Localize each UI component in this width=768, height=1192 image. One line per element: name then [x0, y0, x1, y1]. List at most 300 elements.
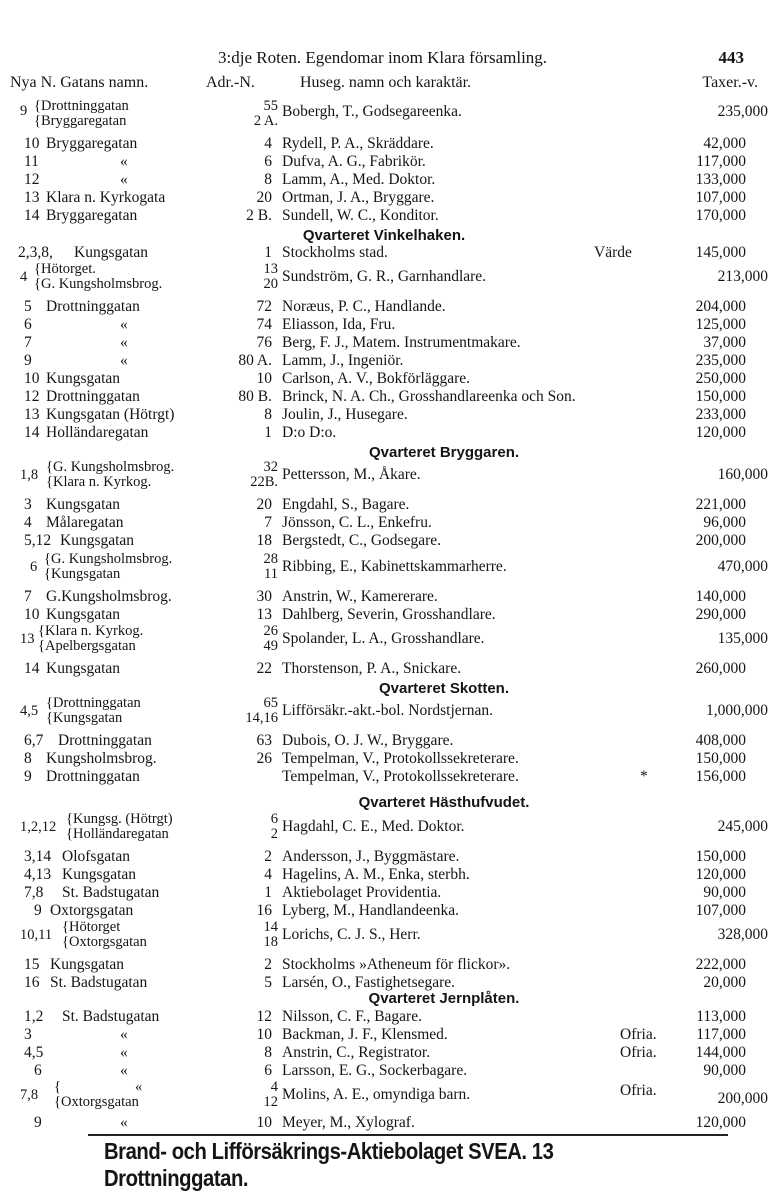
- tax-value: 90,000: [703, 1062, 746, 1079]
- owner-name: Stockholms »Atheneum för flickor».: [282, 956, 511, 973]
- table-row: [0, 334, 768, 352]
- address-number: 7: [264, 514, 272, 531]
- footer-rule: [88, 1134, 728, 1136]
- owner-name: Dahlberg, Severin, Grosshandlare.: [282, 606, 496, 623]
- street-name-line2: {Oxtorgsgatan: [62, 934, 147, 950]
- table-row: [0, 1114, 768, 1132]
- address-number: 63: [256, 732, 272, 749]
- owner-name: Sundell, W. C., Konditor.: [282, 207, 439, 224]
- address-number: 8: [264, 406, 272, 423]
- brace-entry: [20, 262, 768, 294]
- owner-name: Ribbing, E., Kabinettskammarherre.: [282, 558, 507, 575]
- street-name-line1: {Klara n. Kyrkog.: [38, 623, 144, 639]
- street-name: Bryggaregatan: [46, 207, 138, 224]
- owner-name: Spolander, L. A., Grosshandlare.: [282, 630, 485, 647]
- street-name: Klara n. Kyrkogata: [46, 189, 166, 206]
- street-name: Olofsgatan: [62, 848, 131, 865]
- owner-name: Tempelman, V., Protokollssekreterare.: [282, 768, 519, 785]
- property-number: 14: [24, 207, 40, 224]
- street-name: Hötorget.: [40, 261, 96, 277]
- address-number: 80 B.: [238, 388, 272, 405]
- street-name: Klara n. Kyrkog.: [52, 474, 152, 490]
- tax-value: 117,000: [696, 153, 746, 170]
- street-name-line2: {Kungsgatan: [44, 566, 121, 582]
- tax-value: 470,000: [717, 558, 768, 575]
- block-heading: Qvarteret Vinkelhaken.: [302, 227, 466, 244]
- page-number: 443: [718, 48, 744, 67]
- table-row: [0, 768, 768, 786]
- table-row: [0, 189, 768, 207]
- street-name: «: [134, 1079, 143, 1095]
- owner-name: Lorichs, C. J. S., Herr.: [282, 926, 421, 943]
- tax-value: 107,000: [695, 902, 746, 919]
- street-name-line2: {Holländaregatan: [66, 826, 169, 842]
- table-row: [0, 244, 768, 262]
- owner-name: Tempelman, V., Protokollssekreterare.: [282, 750, 519, 767]
- street-name: Kungsgatan: [62, 866, 137, 883]
- table-row: [0, 370, 768, 388]
- street-name-line1: {Hötorget: [62, 919, 121, 935]
- address-number: 1: [264, 244, 272, 261]
- street-name: Drottninggatan: [46, 298, 140, 315]
- address-number: 13: [263, 261, 278, 277]
- address-number: 2: [264, 956, 272, 973]
- tax-value: 37,000: [703, 334, 746, 351]
- property-number: 1,2,12: [20, 819, 57, 835]
- address-number: 49: [263, 638, 278, 654]
- street-name: Bryggaregatan: [40, 113, 127, 129]
- street-name: «: [120, 171, 128, 188]
- street-name: St. Badstugatan: [62, 884, 160, 901]
- property-number: 13: [24, 406, 40, 423]
- tax-value: 235,000: [717, 103, 768, 120]
- tax-value: 170,000: [695, 207, 746, 224]
- brace-entry: [20, 696, 768, 728]
- street-name: G.Kungsholmsbrog.: [46, 588, 172, 605]
- tax-column-heading: Taxer.-v.: [702, 74, 758, 91]
- owner-name: Noræus, P. C., Handlande.: [282, 298, 446, 315]
- tax-value: 120,000: [695, 866, 746, 883]
- owner-name: Backman, J. F., Klensmed.: [282, 1026, 448, 1043]
- property-number: 9: [34, 1114, 42, 1131]
- owner-name: Carlson, A. V., Bokförläggare.: [282, 370, 470, 387]
- address-number: 12: [256, 1008, 272, 1025]
- owner-name: Anstrin, C., Registrator.: [282, 1044, 431, 1061]
- street-name: Apelbergsgatan: [44, 638, 136, 654]
- property-number: 7: [24, 334, 32, 351]
- tax-value: 235,000: [695, 352, 746, 369]
- brace-entry: [20, 920, 768, 952]
- address-number: 6: [264, 1062, 272, 1079]
- tax-value: 160,000: [717, 466, 768, 483]
- tax-value: 90,000: [703, 884, 746, 901]
- street-name: Kungsgatan: [50, 956, 125, 973]
- address-number: 55: [263, 98, 278, 114]
- property-number: 12: [24, 388, 40, 405]
- table-row: [0, 732, 768, 750]
- advertisement-footer: [40, 1134, 740, 1191]
- street-name: Oxtorgsgatan: [60, 1094, 139, 1110]
- street-column-heading: Nya N. Gatans namn.: [10, 74, 149, 91]
- property-number: 10,11: [20, 927, 53, 943]
- owner-name: Aktiebolaget Providentia.: [282, 884, 442, 901]
- table-row: [0, 1044, 768, 1062]
- address-number: 80 A.: [238, 352, 272, 369]
- property-number: 9: [24, 352, 32, 369]
- tax-value: 260,000: [695, 660, 746, 677]
- table-row: [0, 316, 768, 334]
- street-name: Kungsholmsbrog.: [46, 750, 157, 767]
- street-name: «: [120, 153, 128, 170]
- tax-value: 120,000: [695, 424, 746, 441]
- table-row: [0, 1026, 768, 1044]
- tax-value: 408,000: [695, 732, 746, 749]
- tax-value: 150,000: [695, 848, 746, 865]
- advertisement-text: Brand- och Lifförsäkrings-Aktiebolaget SVEA. 13 Drottninggatan.: [104, 1138, 554, 1191]
- tax-value: 213,000: [717, 268, 768, 285]
- owner-name: Dufva, A. G., Fabrikör.: [282, 153, 426, 170]
- owner-name: Molins, A. E., omyndiga barn.: [282, 1086, 471, 1103]
- block-heading: Qvarteret Hästhufvudet.: [358, 794, 530, 811]
- tax-value: 204,000: [695, 298, 746, 315]
- street-name: G. Kungsholmsbrog.: [40, 276, 163, 292]
- property-number: 6,7: [24, 732, 44, 749]
- owner-name: Rydell, P. A., Skräddare.: [282, 135, 434, 152]
- property-number: 9: [24, 768, 32, 785]
- street-name: «: [120, 334, 128, 351]
- table-row: [0, 956, 768, 974]
- tax-value: 156,000: [695, 768, 746, 785]
- table-row: [0, 424, 768, 442]
- street-name: Kungsgatan: [46, 606, 121, 623]
- owner-name: Lyberg, M., Handlandeenka.: [282, 902, 460, 919]
- table-row: [0, 207, 768, 225]
- property-number: 8: [24, 750, 32, 767]
- street-name: Drottninggatan: [40, 98, 129, 114]
- property-number: 3,14: [24, 848, 52, 865]
- address-number: 22B.: [250, 474, 278, 490]
- street-name-line1: {Kungsg. (Hötrgt): [66, 811, 173, 827]
- property-number: 10: [24, 606, 40, 623]
- owner-name: Larsén, O., Fastighetsegare.: [282, 974, 456, 991]
- street-name-line2: {Oxtorgsgatan: [54, 1094, 139, 1110]
- tax-value: 117,000: [696, 1026, 746, 1043]
- property-number: 9: [20, 103, 28, 119]
- address-number: 65: [263, 695, 278, 711]
- property-number: 3: [24, 1026, 32, 1043]
- owner-name: Stockholms stad.: [282, 244, 388, 261]
- street-name-line1: { «: [54, 1079, 143, 1095]
- address-number: 1: [264, 424, 272, 441]
- street-name-line2: {Kungsgatan: [46, 710, 123, 726]
- address-number: 26: [256, 750, 272, 767]
- property-number: 4,5: [24, 1044, 44, 1061]
- property-number: 5,12: [24, 532, 52, 549]
- address-number: 14: [263, 919, 278, 935]
- page-header: [0, 48, 768, 72]
- street-name: Hötorget: [68, 919, 121, 935]
- tax-value: 107,000: [695, 189, 746, 206]
- address-number: 20: [256, 189, 272, 206]
- street-name: «: [120, 1062, 128, 1079]
- street-name: St. Badstugatan: [50, 974, 148, 991]
- property-number: 13: [24, 189, 40, 206]
- address-number: 20: [256, 496, 272, 513]
- table-row: [0, 866, 768, 884]
- owner-column-heading: Huseg. namn och karaktär.: [300, 74, 472, 91]
- street-name-line1: {Drottninggatan: [46, 695, 141, 711]
- tax-value: 144,000: [695, 1044, 746, 1061]
- tax-value: 1,000,000: [706, 702, 768, 719]
- tax-value: 96,000: [703, 514, 746, 531]
- address-number: 5: [264, 974, 272, 991]
- address-number: 72: [256, 298, 272, 315]
- address-number: 4: [264, 866, 272, 883]
- owner-name: Lamm, A., Med. Doktor.: [282, 171, 436, 188]
- tax-value: 150,000: [695, 388, 746, 405]
- street-name: Kungsgatan: [60, 532, 135, 549]
- street-name: Kungsgatan: [46, 370, 121, 387]
- property-number: 2,3,8,: [18, 244, 53, 261]
- street-name: Drottninggatan: [46, 768, 140, 785]
- owner-name: Joulin, J., Husegare.: [282, 406, 408, 423]
- property-number: 12: [24, 171, 40, 188]
- address-number: 6: [264, 153, 272, 170]
- owner-name: Lifförsäkr.-akt.-bol. Nordstjernan.: [282, 702, 494, 719]
- street-name: G. Kungsholmsbrog.: [52, 459, 175, 475]
- street-name: Målaregatan: [46, 514, 124, 531]
- street-name-line1: {Drottninggatan: [34, 98, 129, 114]
- property-number: 4: [24, 514, 32, 531]
- tax-value: 133,000: [695, 171, 746, 188]
- owner-name: Andersson, J., Byggmästare.: [282, 848, 460, 865]
- table-row: [0, 532, 768, 550]
- owner-name: Brinck, N. A. Ch., Grosshandlareenka och Son.: [282, 388, 576, 405]
- value-label: Ofria.: [620, 1026, 657, 1043]
- tax-value: 140,000: [695, 588, 746, 605]
- tax-value: 20,000: [703, 974, 746, 991]
- address-number: 8: [264, 171, 272, 188]
- table-row: [0, 298, 768, 316]
- street-name: «: [120, 352, 128, 369]
- street-name: «: [120, 1026, 128, 1043]
- property-number: 16: [24, 974, 40, 991]
- address-number: 2 B.: [246, 207, 272, 224]
- street-name: G. Kungsholmsbrog.: [50, 551, 173, 567]
- property-number: 1,8: [20, 467, 39, 483]
- owner-name: D:o D:o.: [282, 424, 337, 441]
- property-number: 15: [24, 956, 40, 973]
- owner-name: Jönsson, C. L., Enkefru.: [282, 514, 432, 531]
- address-number: 11: [264, 566, 278, 582]
- property-number: 9: [34, 902, 42, 919]
- address-column-heading: Adr.-N.: [206, 74, 255, 91]
- address-number: 2: [264, 848, 272, 865]
- address-number: 30: [256, 588, 272, 605]
- street-name: Holländaregatan: [72, 826, 169, 842]
- brace-entry: [20, 552, 768, 584]
- street-name: Holländaregatan: [46, 424, 149, 441]
- tax-value: 113,000: [696, 1008, 746, 1025]
- table-row: [0, 496, 768, 514]
- address-number: 4: [270, 1079, 278, 1095]
- owner-name: Lamm, J., Ingeniör.: [282, 352, 404, 369]
- street-name: Drottninggatan: [58, 732, 152, 749]
- block-heading: Qvarteret Bryggaren.: [368, 444, 520, 461]
- property-number: 14: [24, 424, 40, 441]
- tax-value: 120,000: [695, 1114, 746, 1131]
- address-number: 18: [263, 934, 278, 950]
- owner-name: Nilsson, C. F., Bagare.: [282, 1008, 422, 1025]
- property-number: 10: [24, 135, 40, 152]
- block-heading: Qvarteret Skotten.: [378, 680, 510, 697]
- owner-name: Ortman, J. A., Bryggare.: [282, 189, 435, 206]
- street-name: Kungsgatan: [46, 660, 121, 677]
- table-row: [0, 606, 768, 624]
- street-name-line1: {G. Kungsholmsbrog.: [44, 551, 173, 567]
- block-heading: Qvarteret Jernplåten.: [368, 990, 520, 1007]
- address-number: 12: [263, 1094, 278, 1110]
- property-number: 4,13: [24, 866, 52, 883]
- property-number: 4,5: [20, 703, 39, 719]
- table-row: [0, 750, 768, 768]
- table-row: [0, 660, 768, 678]
- property-number: 13: [20, 631, 35, 647]
- address-number: 2: [270, 826, 278, 842]
- table-row: [0, 514, 768, 532]
- address-number: 10: [256, 1026, 272, 1043]
- owner-name: Berg, F. J., Matem. Instrumentmakare.: [282, 334, 521, 351]
- tax-value: 233,000: [695, 406, 746, 423]
- street-name: St. Badstugatan: [62, 1008, 160, 1025]
- address-number: 2 A.: [253, 113, 278, 129]
- value-label: Värde: [594, 244, 632, 261]
- property-number: 6: [30, 559, 38, 575]
- address-number: 18: [256, 532, 272, 549]
- address-number: 14,16: [245, 710, 278, 726]
- address-number: 6: [270, 811, 278, 827]
- table-row: [0, 902, 768, 920]
- brace-entry: [20, 812, 768, 844]
- property-number: 3: [24, 496, 32, 513]
- address-number: 76: [256, 334, 272, 351]
- owner-name: Bergstedt, C., Godsegare.: [282, 532, 441, 549]
- owner-name: Dubois, O. J. W., Bryggare.: [282, 732, 454, 749]
- owner-name: Anstrin, W., Kamererare.: [282, 588, 438, 605]
- street-name-line1: {Hötorget.: [34, 261, 96, 277]
- street-name-line2: {Bryggaregatan: [34, 113, 127, 129]
- table-row: [0, 171, 768, 189]
- brace-entry: [20, 624, 768, 656]
- brace-entry: [20, 1080, 768, 1112]
- table-row: [0, 135, 768, 153]
- owner-name: Engdahl, S., Bagare.: [282, 496, 410, 513]
- property-number: 14: [24, 660, 40, 677]
- tax-value: 245,000: [717, 818, 768, 835]
- value-label: Ofria.: [620, 1044, 657, 1061]
- table-row: [0, 1062, 768, 1080]
- table-row: [0, 1008, 768, 1026]
- address-number: 4: [264, 135, 272, 152]
- table-row: [0, 352, 768, 370]
- property-number: 6: [34, 1062, 42, 1079]
- street-name: Kungsgatan (Hötrgt): [46, 406, 175, 423]
- tax-value: 200,000: [717, 1090, 768, 1107]
- address-number: 20: [263, 276, 278, 292]
- tax-value: 150,000: [695, 750, 746, 767]
- address-number: 1: [264, 884, 272, 901]
- street-name: Kungsg. (Hötrgt): [72, 811, 173, 827]
- address-number: 28: [263, 551, 278, 567]
- brace-entry: [20, 99, 768, 129]
- address-number: 10: [256, 370, 272, 387]
- street-name: Kungsgatan: [74, 244, 149, 261]
- street-name: Kungsgatan: [46, 496, 121, 513]
- owner-name: Sundström, G. R., Garnhandlare.: [282, 268, 487, 285]
- street-name: Klara n. Kyrkog.: [44, 623, 144, 639]
- street-name: «: [120, 316, 128, 333]
- owner-name: Bobergh, T., Godsegareenka.: [282, 103, 462, 120]
- address-number: 26: [263, 623, 278, 639]
- address-number: 8: [264, 1044, 272, 1061]
- value-label: Ofria.: [620, 1082, 657, 1099]
- owner-name: Hagdahl, C. E., Med. Doktor.: [282, 818, 465, 835]
- table-row: [0, 884, 768, 902]
- street-name: Oxtorgsgatan: [68, 934, 147, 950]
- property-number: 6: [24, 316, 32, 333]
- owner-name: Meyer, M., Xylograf.: [282, 1114, 415, 1131]
- tax-value: 222,000: [695, 956, 746, 973]
- tax-value: 250,000: [695, 370, 746, 387]
- owner-name: Eliasson, Ida, Fru.: [282, 316, 396, 333]
- address-number: 16: [256, 902, 272, 919]
- property-number: 11: [24, 153, 39, 170]
- street-name-line2: {Klara n. Kyrkog.: [46, 474, 152, 490]
- street-name: Kungsgatan: [50, 566, 121, 582]
- table-row: [0, 848, 768, 866]
- street-name: Drottninggatan: [52, 695, 141, 711]
- property-number: 1,2: [24, 1008, 44, 1025]
- street-name: «: [120, 1114, 128, 1131]
- tax-value: 42,000: [703, 135, 746, 152]
- street-name-line1: {G. Kungsholmsbrog.: [46, 459, 175, 475]
- street-name: Drottninggatan: [46, 388, 140, 405]
- street-name: Bryggaregatan: [46, 135, 138, 152]
- tax-value: 145,000: [695, 244, 746, 261]
- street-name-line2: {Apelbergsgatan: [38, 638, 136, 654]
- owner-name: Larsson, E. G., Sockerbagare.: [282, 1062, 468, 1079]
- tax-value: 125,000: [695, 316, 746, 333]
- brace-entry: [20, 460, 768, 492]
- address-number: 13: [256, 606, 272, 623]
- table-row: [0, 388, 768, 406]
- address-number: 22: [256, 660, 272, 677]
- table-row: [0, 153, 768, 171]
- address-number: 10: [256, 1114, 272, 1131]
- tax-value: 135,000: [717, 630, 768, 647]
- street-name-line2: {G. Kungsholmsbrog.: [34, 276, 163, 292]
- street-name: Oxtorgsgatan: [50, 902, 134, 919]
- tax-value: 328,000: [717, 926, 768, 943]
- table-row: [0, 588, 768, 606]
- column-headings: [0, 74, 768, 94]
- property-number: 7,8: [24, 884, 44, 901]
- tax-value: 221,000: [695, 496, 746, 513]
- page-title: 3:dje Roten. Egendomar inom Klara församling.: [218, 48, 548, 67]
- footnote-mark: *: [640, 768, 648, 785]
- street-name: «: [120, 1044, 128, 1061]
- property-number: 10: [24, 370, 40, 387]
